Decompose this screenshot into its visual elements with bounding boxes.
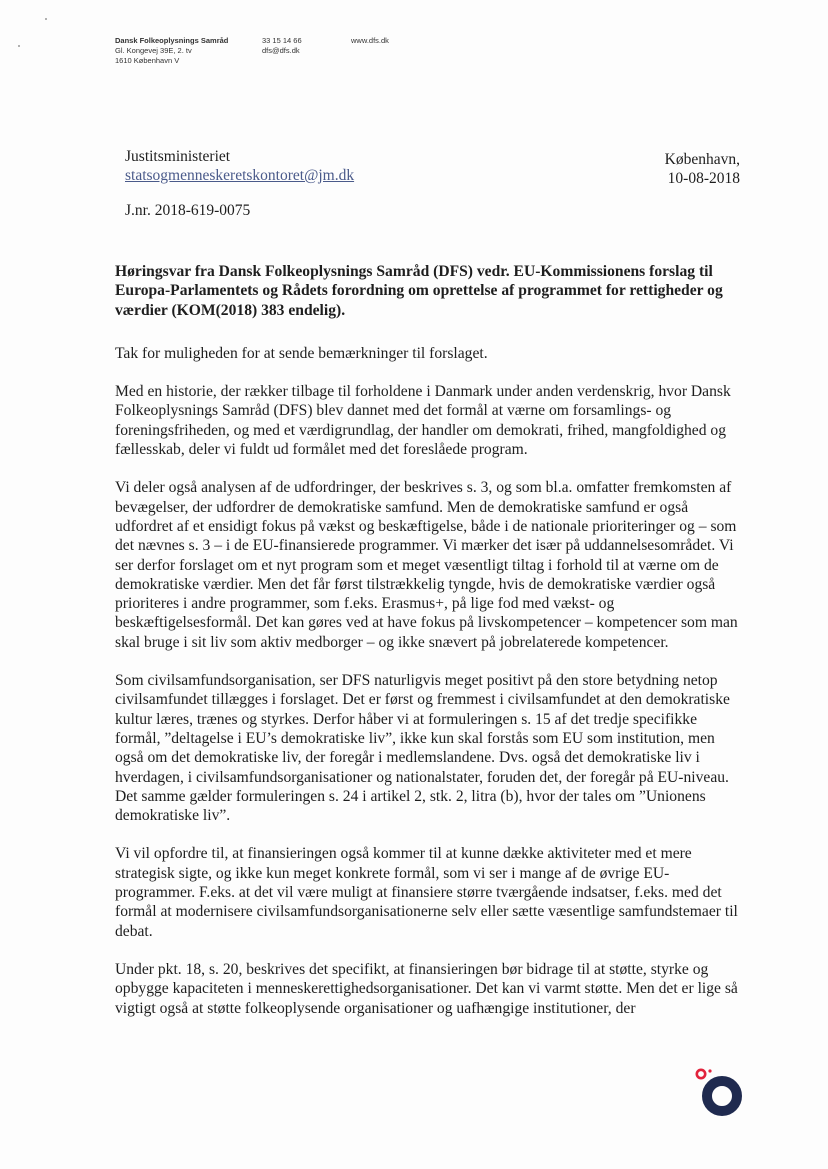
website: www.dfs.dk bbox=[351, 36, 389, 45]
letterhead-web bbox=[351, 36, 389, 46]
place-date-block bbox=[665, 150, 740, 188]
logo-red-speck bbox=[708, 1069, 711, 1072]
dfs-logo-icon bbox=[690, 1064, 746, 1120]
letterhead-contact bbox=[262, 36, 302, 56]
org-email: dfs@dfs.dk bbox=[262, 46, 300, 55]
paragraph: Vi vil opfordre til, at finansieringen også kommer til at kunne dække aktiviteter med et mere strategisk sigte, og ikke kun meget konkrete formål, som vi ser i mange af de øvrige EU-programmer. F.eks. at det vil være muligt at finansiere større tværgående indsatser, f.eks. med det formål at modernisere civilsamfundsorganisationerne selv eller sætte væsentlige samfundstemaer til debat. bbox=[115, 845, 738, 940]
recipient-name: Justitsministeriet bbox=[125, 148, 231, 165]
address-line-2: 1610 København V bbox=[115, 56, 180, 65]
recipient-email-link[interactable]: statsogmenneskeretskontoret@jm.dk bbox=[125, 167, 355, 184]
logo-red-dot bbox=[697, 1070, 705, 1078]
phone-number: 33 15 14 66 bbox=[262, 36, 302, 45]
scan-speck bbox=[45, 18, 47, 20]
paragraph: Som civilsamfundsorganisation, ser DFS naturligvis meget positivt på den store betydning netop civilsamfundet tillægges i forslaget. Det er først og fremmest i civilsamfundet at den demokratiske kultur læres, trænes og styrkes. Derfor håber vi at formuleringen s. 15 af det tredje specifikke formål, ”deltagelse i EU’s demokratiske liv”, ikke kun skal forstås som EU som institution, men også om det demokratiske liv, der foregår i medlemslandene. Dvs. også det demokratiske liv i hverdagen, i civilsamfundsorganisationer og nationalstater, foruden det, der foregår på EU-niveau. Det samme gælder formuleringen s. 24 i artikel 2, stk. 2, litra (b), hvor der tales om ”Unionens demokratiske liv”. bbox=[115, 672, 730, 825]
date: 10-08-2018 bbox=[667, 170, 740, 187]
address-line-1: Gl. Kongevej 39E, 2. tv bbox=[115, 46, 192, 55]
place: København, bbox=[664, 151, 740, 168]
logo-ring bbox=[707, 1081, 737, 1111]
journal-number: J.nr. 2018-619-0075 bbox=[125, 202, 251, 219]
paragraph: Med en historie, der rækker tilbage til forholdene i Danmark under anden verdenskrig, hvor Dansk Folkeoplysnings Samråd (DFS) blev dannet med det formål at værne om forsamlings- og foreningsfriheden, og med et værdigrundlag, der handler om demokrati, frihed, mangfoldighed og fællesskab, deler vi fuldt ud formålet med det foreslåede program. bbox=[115, 383, 731, 459]
recipient-block bbox=[125, 147, 354, 185]
letter-heading: Høringsvar fra Dansk Folkeoplysnings Samråd (DFS) vedr. EU-Kommissionens forslag til Europa-Parlamentets og Rådets forordning om oprettelse af programmet for rettigheder og værdier (KOM(2018) 383 endelig). bbox=[115, 263, 723, 319]
letterhead-address bbox=[115, 36, 228, 66]
org-name: Dansk Folkeoplysnings Samråd bbox=[115, 36, 229, 45]
letter-body bbox=[115, 262, 743, 1037]
scan-speck bbox=[18, 45, 20, 47]
paragraph: Tak for muligheden for at sende bemærkninger til forslaget. bbox=[115, 344, 488, 362]
paragraph: Under pkt. 18, s. 20, beskrives det specifikt, at finansieringen bør bidrage til at støtte, styrke og opbygge kapaciteten i menneskerettighedsorganisationer. Det kan vi varmt støtte. Men det er lige så vigtigt også at støtte folkeoplysende organisationer og uafhængige institutioner, der bbox=[115, 960, 738, 1017]
paragraph: Vi deler også analysen af de udfordringer, der beskrives s. 3, og som bl.a. omfatter fremkomsten af bevægelser, der udfordrer de demokratiske samfund. Men de demokratiske samfund er også udfordret af et ensidigt fokus på vækst og beskæftigelse, både i de nationale prioriteringer og – som det nævnes s. 3 – i de EU-finansierede programmer. Vi mærker det især på uddannelsesområdet. Vi ser derfor forslaget om et nyt program som et meget væsentligt tiltag i forhold til at værne om de demokratiske værdier. Men det får først tilstrækkelig tyngde, hvis de demokratiske værdier også prioriteres i andre programmer, som f.eks. Erasmus+, på lige fod med vækst- og beskæftigelsesformål. Det kan gøres ved at have fokus på livskompetencer – kompetencer som man skal bruge i sit liv som aktiv medborger – og ikke snævert på jobrelaterede kompetencer. bbox=[115, 479, 738, 651]
